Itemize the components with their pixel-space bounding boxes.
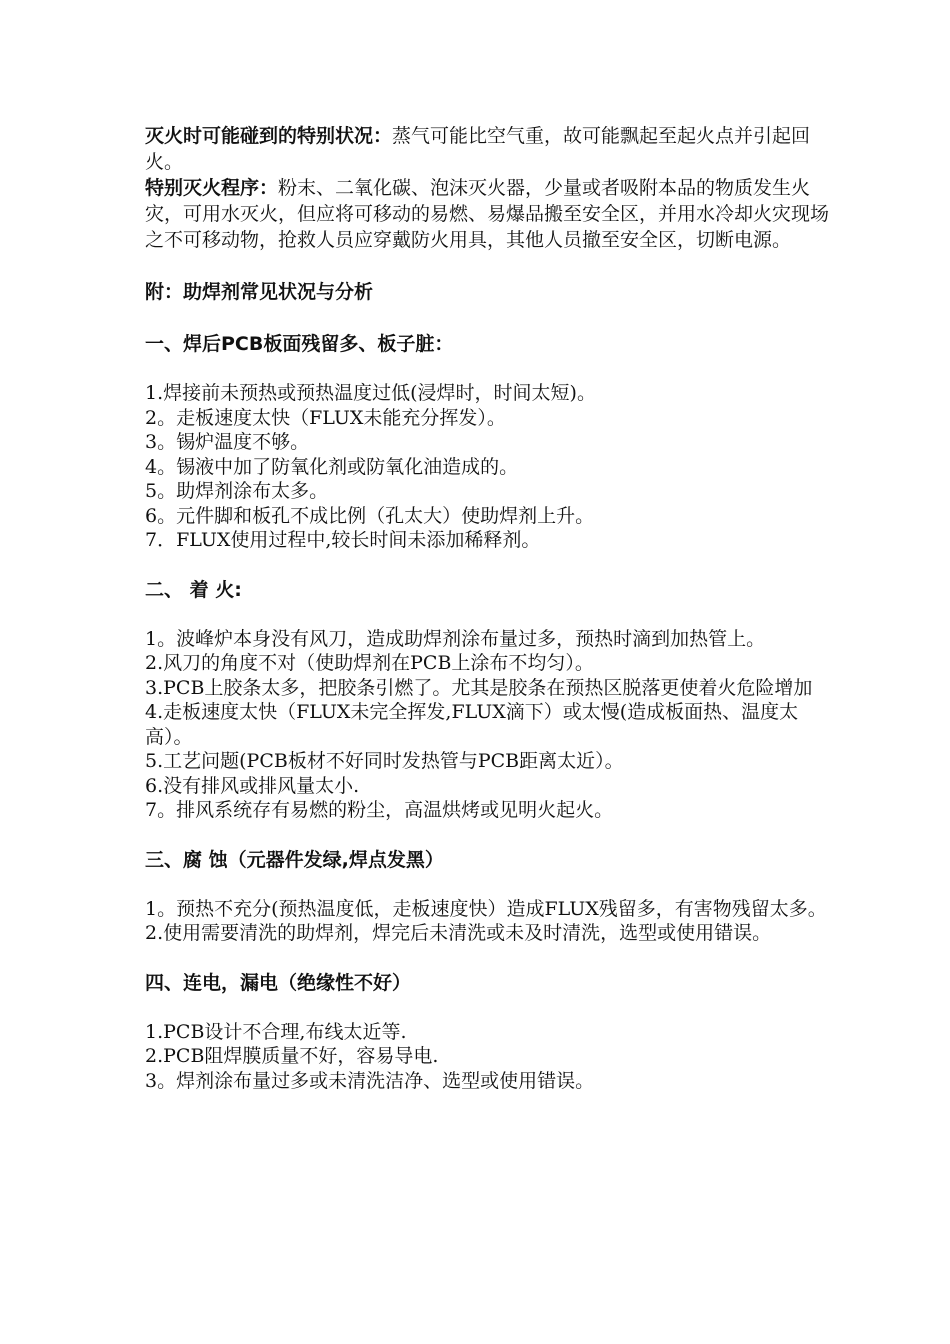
list-item: 2。走板速度太快（FLUX未能充分挥发）。 <box>145 406 506 429</box>
list-item: 5.工艺问题(PCB板材不好同时发热管与PCB距离太近）。 <box>145 750 624 772</box>
list-item: 3.PCB上胶条太多，把胶条引燃了。尤其是胶条在预热区脱落更使着火危险增加 <box>145 676 813 699</box>
section-heading: 一、焊后PCB板面残留多、板子脏： <box>145 333 454 355</box>
fire-procedure-text: 粉末、二氧化碳、泡沫灭火器，少量或者吸附本品的物质发生火灾，可用水灭火，但应将可移动的易燃、易爆品搬至安全区，并用水冷却火灾现场之不可移动物，抢救人员应穿戴防火用具，其他人员撤至安全区，切断电源。 <box>145 177 830 251</box>
list-item: 7。排风系统存有易燃的粉尘，高温烘烤或见明火起火。 <box>145 799 614 821</box>
list-item: 4。锡液中加了防氧化剂或防氧化油造成的。 <box>145 455 519 478</box>
list-item: 5。助焊剂涂布太多。 <box>145 480 329 502</box>
fire-procedure-paragraph <box>145 175 835 253</box>
section-corrosion <box>145 847 835 946</box>
list-item: 3。焊剂涂布量过多或未清洗洁净、选型或使用错误。 <box>145 1069 595 1092</box>
section-leakage <box>145 970 835 1094</box>
list-item: 2.PCB阻焊膜质量不好，容易导电. <box>145 1045 439 1067</box>
fire-procedure-label: 特别灭火程序： <box>145 177 279 199</box>
list-item: 7．FLUX使用过程中,较长时间未添加稀释剂。 <box>145 529 541 551</box>
list-item: 2.使用需要清洗的助焊剂，焊完后未清洗或未及时清洗，选型或使用错误。 <box>145 922 772 944</box>
list-item: 1.PCB设计不合理,布线太近等. <box>145 1020 407 1043</box>
list-item: 6.没有排风或排风量太小. <box>145 774 360 797</box>
section-heading: 三、腐 蚀（元器件发绿,焊点发黑） <box>145 848 444 871</box>
section-list <box>145 897 835 946</box>
document-page <box>145 123 835 1093</box>
list-item: 1.焊接前未预热或预热温度过低(浸焊时，时间太短)。 <box>145 382 596 404</box>
list-item: 3。锡炉温度不够。 <box>145 431 310 453</box>
fire-special-text: 蒸气可能比空气重，故可能飘起至起火点并引起回火。 <box>145 125 811 173</box>
section-heading: 四、连电，漏电（绝缘性不好） <box>145 971 412 994</box>
list-item: 1。波峰炉本身没有风刀，造成助焊剂涂布量过多，预热时滴到加热管上。 <box>145 627 766 650</box>
fire-special-label: 灭火时可能碰到的特别状况： <box>145 125 393 147</box>
fire-special-paragraph <box>145 123 835 175</box>
list-item: 2.风刀的角度不对（使助焊剂在PCB上涂布不均匀）。 <box>145 652 594 674</box>
section-heading: 二、 着 火: <box>145 578 242 601</box>
list-item: 4.走板速度太快（FLUX未完全挥发,FLUX滴下）或太慢(造成板面热、温度太高）。 <box>145 701 799 748</box>
section-list <box>145 381 835 553</box>
section-list <box>145 1020 835 1094</box>
list-item: 6。元件脚和板孔不成比例（孔太大）使助焊剂上升。 <box>145 504 595 527</box>
section-residue <box>145 331 835 553</box>
appendix-title: 附：助焊剂常见状况与分析 <box>145 281 374 303</box>
list-item: 1。预热不充分(预热温度低，走板速度快）造成FLUX残留多，有害物残留太多。 <box>145 897 827 920</box>
section-fire <box>145 577 835 823</box>
section-list <box>145 627 835 823</box>
